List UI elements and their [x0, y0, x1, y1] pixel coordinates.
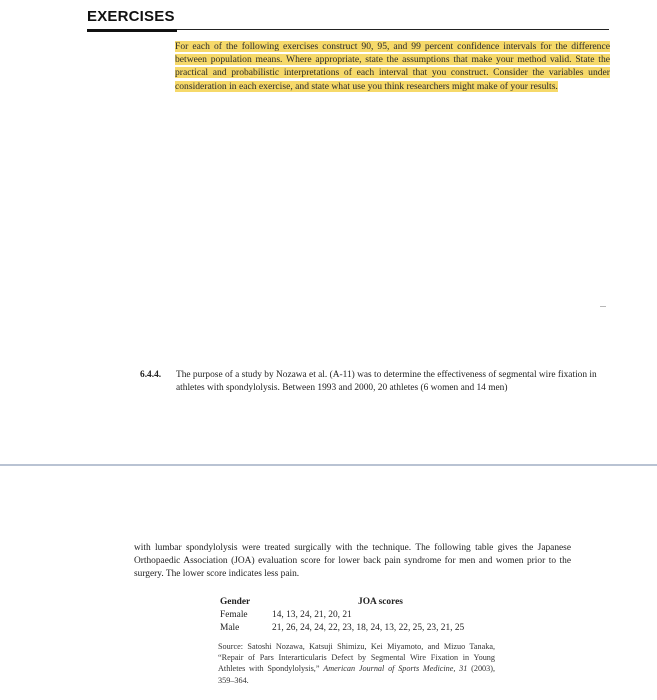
- heading-rule-thick: [87, 29, 177, 32]
- section-heading: EXERCISES: [87, 8, 175, 25]
- exercise-item: [140, 369, 610, 393]
- exercise-continuation: with lumbar spondylolysis were treated surgically with the technique. The following table gives the Japanese Orthopaedic Association (JOA) evaluation score for lower back pain syndrome for men and women prior to the surgery. The lower score indicates less pain.: [134, 543, 571, 579]
- exercise-number: 6.4.4.: [140, 370, 162, 380]
- table-row: [220, 622, 500, 635]
- highlighted-instructions: For each of the following exercises construct 90, 95, and 99 percent confidence intervals for the difference between population means. Where appropriate, state the assumptions that make your method valid. State the practical and probabilistic interpretations of each interval that you construct. Consider the variables under consideration in each exercise, and state what use you think researchers might make of your results.: [175, 41, 610, 92]
- page-ellipsis: ...: [600, 300, 606, 309]
- page-divider: [0, 464, 657, 466]
- joa-scores-table: [220, 596, 500, 635]
- table-cell-gender: Female: [220, 610, 248, 620]
- exercise-text: The purpose of a study by Nozawa et al. (A-11) was to determine the effectiveness of segmental wire fixation in athletes with spondylolysis. Between 1993 and 2000, 20 athletes (6 women and 14 men): [176, 370, 597, 393]
- table-row: [220, 609, 500, 622]
- instructions-paragraph: [175, 40, 610, 93]
- source-suffix: (2003), 359–364.: [218, 664, 495, 685]
- source-prefix: Source: Satoshi Nozawa, Katsuji Shimizu, Kei Miyamoto, and Mizuo Tanaka, “Repair of Pars Interarticularis Defect by Segmental Wire Fixation in Young Athletes with Spondylolysis,”: [218, 642, 495, 674]
- source-journal: American Journal of Sports Medicine, 31: [323, 664, 468, 674]
- table-cell-scores: 21, 26, 24, 24, 22, 23, 18, 24, 13, 22, 25, 23, 21, 25: [272, 623, 465, 633]
- table-cell-scores: 14, 13, 24, 21, 20, 21: [272, 610, 352, 620]
- table-header-row: [220, 596, 500, 609]
- table-cell-gender: Male: [220, 623, 240, 633]
- source-citation: [218, 641, 495, 686]
- table-header-gender: Gender: [220, 597, 251, 607]
- table-header-scores: JOA scores: [358, 597, 403, 607]
